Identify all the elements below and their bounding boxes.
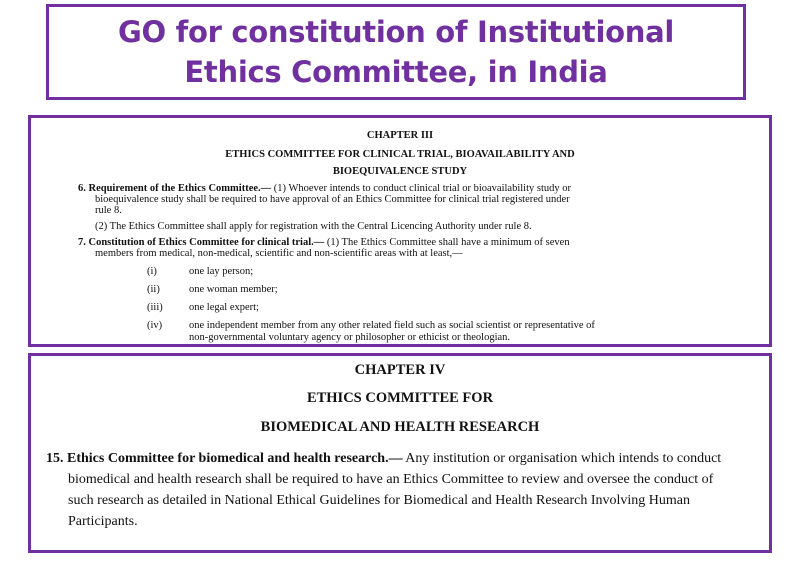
chapter-iii-heading-2: BIOEQUIVALENCE STUDY: [332, 166, 468, 177]
rule-7-text-1: (1) The Ethics Committee shall have a minimum of seven: [324, 237, 570, 248]
rule-6-title: Requirement of the Ethics Committee.—: [88, 183, 272, 194]
title-banner: [46, 4, 746, 100]
rule-15-line-1: [46, 449, 721, 469]
title-line-2: Ethics Committee, in India: [184, 55, 608, 89]
rule-6-line-3: rule 8.: [95, 205, 122, 216]
rule-6-line-2: bioequivalence study shall be required to have approval of an Ethics Committee for clinical trial registered under: [95, 194, 570, 205]
rule-15-line-2: biomedical and health research shall be required to have an Ethics Committee to review and oversee the conduct of: [68, 472, 714, 487]
item-i-number: (i): [147, 266, 157, 277]
chapter-iii-excerpt: [28, 115, 772, 347]
item-ii-text: one woman member;: [189, 284, 278, 295]
item-ii-number: (ii): [147, 284, 160, 295]
rule-7-number: 7.: [78, 237, 86, 248]
rule-15-number: 15.: [46, 451, 64, 466]
chapter-iv-excerpt: [28, 353, 772, 553]
item-iii-number: (iii): [147, 302, 163, 313]
chapter-iii-heading-1: ETHICS COMMITTEE FOR CLINICAL TRIAL, BIOAVAILABILITY AND: [225, 149, 575, 160]
item-iv-text-1: one independent member from any other related field such as social scientist or representative of: [189, 320, 595, 331]
item-iii-text: one legal expert;: [189, 302, 259, 313]
rule-7-line-2: members from medical, non-medical, scientific and non-scientific areas with at least,—: [95, 248, 463, 259]
rule-15-line-3: such research as detailed in National Ethical Guidelines for Biomedical and Health Research Involving Human: [68, 493, 691, 508]
chapter-iii-label: CHAPTER III: [366, 130, 434, 141]
rule-6-text-1: (1) Whoever intends to conduct clinical trial or bioavailability study or: [271, 183, 572, 194]
item-i-text: one lay person;: [189, 266, 254, 277]
rule-15-line-4: Participants.: [68, 514, 138, 529]
rule-6-number: 6.: [78, 183, 86, 194]
chapter-iv-heading-1: ETHICS COMMITTEE FOR: [306, 390, 494, 406]
rule-6-subrule-2: (2) The Ethics Committee shall apply for registration with the Central Licencing Authority under rule 8.: [95, 221, 532, 232]
rule-7-title: Constitution of Ethics Committee for clinical trial.—: [88, 237, 325, 248]
chapter-iv-heading-2: BIOMEDICAL AND HEALTH RESEARCH: [260, 419, 540, 435]
title-line-1: GO for constitution of Institutional: [117, 15, 675, 49]
item-iv-number: (iv): [147, 320, 163, 331]
rule-15-text-1: Any institution or organisation which intends to conduct: [402, 451, 722, 466]
item-iv-text-2: non-governmental voluntary agency or philosopher or ethicist or theologian.: [189, 332, 511, 343]
rule-15-title: Ethics Committee for biomedical and health research.—: [67, 451, 403, 466]
chapter-iv-label: CHAPTER IV: [354, 362, 446, 378]
